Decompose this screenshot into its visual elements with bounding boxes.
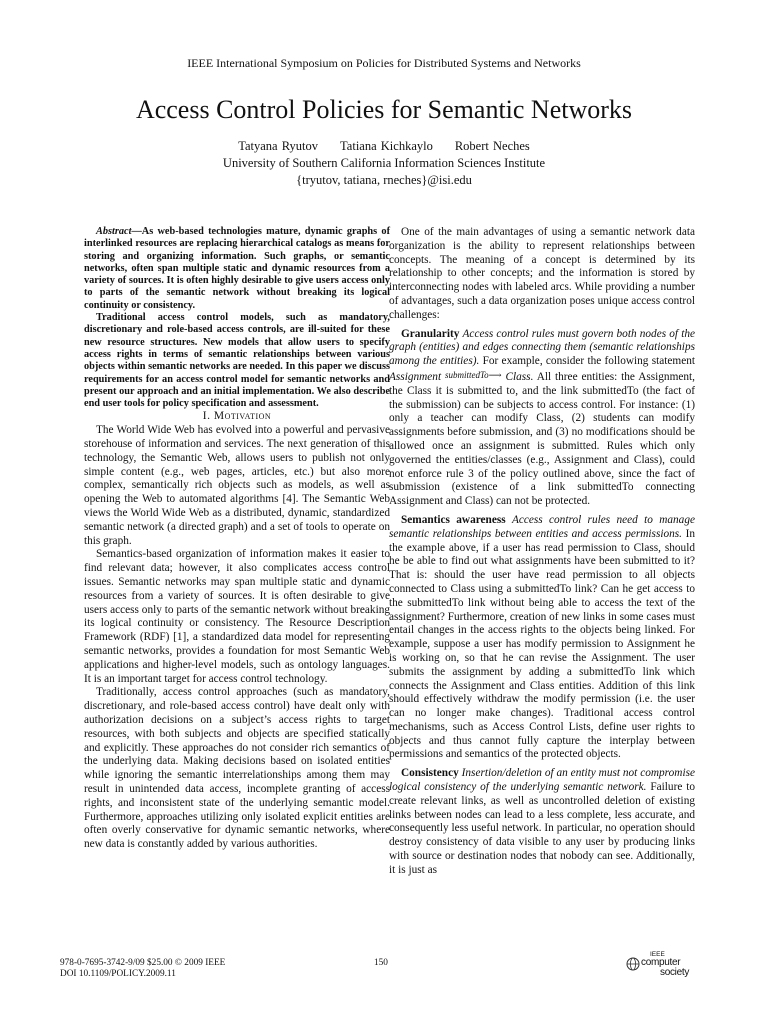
- page-number: 150: [374, 958, 388, 968]
- abstract-label: Abstract: [96, 226, 132, 237]
- author-emails: {tryutov, tatiana, rneches}@isi.edu: [296, 173, 472, 187]
- author-3: Robert Neches: [454, 139, 530, 153]
- affiliation: University of Southern California Information Sciences Institute: [222, 156, 546, 170]
- author-1: Tatyana Ryutov: [238, 139, 319, 153]
- section-heading-motivation: I. Motivation: [202, 410, 272, 423]
- ieee-computer-society-logo: [626, 951, 716, 977]
- semantics-rule: Access control rules need to manage semantic relationships between entities and access permissions.: [389, 513, 695, 540]
- math-arrow-label: submittedTo⟶: [444, 369, 502, 380]
- semantics-paragraph: [389, 514, 695, 762]
- granularity-heading: Granularity: [401, 327, 460, 340]
- consistency-rule: Insertion/deletion of an entity must not compromise logical consistency of the underlying semantic network.: [389, 767, 695, 794]
- footer-doi: DOI 10.1109/POLICY.2009.11: [60, 969, 176, 979]
- motivation-p1: The World Wide Web has evolved into a powerful and pervasive storehouse of information and services. The next generation of this technology, the Semantic Web, allows users to publish not only simple content (e.g., web pages, articles, etc.) but also more complex, semantically rich objects such as models, as well as opening the Web to automated algorithms [4]. The Semantic Web views the World Wide Web as a distributed, dynamic, standardized semantic network (a directed graph) and a set of tools to operate on this graph.: [84, 424, 390, 547]
- challenges-intro: One of the main advantages of using a semantic network data organization is the ability to represent relationships between concepts. The meaning of a concept is determined by its relationship to other concepts; and the information is stored by interconnecting nodes with labeled arcs. While providing a number of advantages, such a data organization poses unique access control challenges:: [389, 226, 695, 321]
- footer-publication-info: [60, 958, 225, 980]
- math-arrow-text: submittedTo: [444, 369, 489, 380]
- paper-title: Access Control Policies for Semantic Networks: [135, 95, 633, 124]
- abstract: Abstract—As web-based technologies mature, dynamic graphs of interlinked resources are replacing hierarchical catalogs as means for storing and organizing information. Such graphs, or semantic networks, often span multiple static and dynamic resources from a variety of sources. It is often highly desirable to give users access only to parts of the semantic network without breaking its logical continuity or consistency. Traditional access control models, such as mandatory, discretionary and role-based access controls, are ill-suited for these new resource structures. New models that allow users to specify access rights in terms of semantic relationships between various objects within semantic networks are needed. In this paper we discuss requirements for an access control model for semantic networks and present our approach and an initial implementation. We also describe end user tools for policy specification and assessment.: [84, 226, 390, 410]
- logo-ieee-text: IEEE: [650, 951, 665, 958]
- abstract-p2: Traditional access control models, such as mandatory, discretionary and role-based access controls, are ill-suited for these new resource structures. New models that allow users to specify access rights in terms of semantic relationships between various objects within semantic networks are needed. In this paper we discuss requirements for an access control model for semantic networks and present our approach and an initial implementation. We also describe end user tools for policy specification and assessment.: [84, 312, 390, 410]
- globe-icon: [626, 957, 640, 971]
- consistency-text: Failure to create relevant links, as well as uncontrolled deletion of existing links between nodes can lead to a less complete, less accurate, and consequently less useful network. In particular, no operation should destroy consistency of data visible to any user by producing links with source or destination nodes that nobody can see. Additionally, it is just as: [389, 781, 695, 876]
- right-column: [389, 226, 695, 878]
- granularity-text2: All three entities: the Assignment, the Class it is submitted to, and the link submittedTo (the fact of the submission) can be subjects to access control. For instance: (1) only a teacher can modify Class, (2) students can modify assignments before submission, and (3) no modifications should be allowed once an assignment is submitted. Rules which only governed the entities/classes (e.g., Assignment and Class), could not enforce rule 3 of the policy outlined above, since the fact of submission (existence of a link submittedTo connecting Assignment and Class) can not be protected.: [389, 370, 695, 508]
- semantics-heading: Semantics awareness: [401, 513, 506, 526]
- conference-name: IEEE International Symposium on Policies for Distributed Systems and Networks: [187, 56, 581, 70]
- math-class: Class.: [505, 370, 534, 383]
- logo-line-2: society: [660, 967, 690, 978]
- motivation-p3: Traditionally, access control approaches (such as mandatory, discretionary, and role-based access control) have dealt only with authorization decisions on a subject’s access rights to target resources, with both subjects and objects are specified statically and explicitly. These approaches do not consider rich semantics of the underlying data. Making decisions based on isolated entities while ignoring the semantic interrelationships among them may result in unintended data access, incomplete granting of access rights, and inconsistent state of the underlying semantic model. Furthermore, approaches utilizing only isolated explicit entities are often overly conservative for dynamic semantic networks, where new data is constantly added by various authorities.: [84, 686, 390, 851]
- footer-isbn: 978-0-7695-3742-9/09 $25.00 © 2009 IEEE: [60, 958, 226, 968]
- granularity-text1: For example, consider the following statement: [482, 355, 696, 368]
- granularity-paragraph: [389, 328, 695, 509]
- motivation-p2: Semantics-based organization of information makes it easier to find relevant data; however, it also complicates access control issues. Semantic networks may span multiple static and dynamic resources from a variety of sources. It is often desirable to give users access only to parts of the semantic network without breaking its logical continuity or consistency. The Resource Description Framework (RDF) [1], a standardized data model for representing semantic networks, provides a foundation for most Semantic Web applications and higher-level models, such as ontology languages. It is an important target for access control technology.: [84, 548, 390, 685]
- math-assignment: Assignment: [389, 370, 442, 383]
- granularity-rule: Access control rules must govern both nodes of the graph (entities) and edges connecting them (semantic relationships among the entities).: [389, 327, 695, 368]
- left-column: [84, 226, 390, 852]
- logo-line-1: computer: [641, 957, 681, 968]
- consistency-paragraph: [389, 767, 695, 877]
- author-list: [0, 139, 768, 154]
- consistency-heading: Consistency: [401, 767, 459, 780]
- abstract-p1: As web-based technologies mature, dynamic graphs of interlinked resources are replacing hierarchical catalogs as means for storing and organizing information. Such graphs, or semantic networks, often span multiple static and dynamic resources from a variety of sources. It is often highly desirable to give users access only to parts of the semantic network without breaking its logical continuity or consistency.: [84, 226, 390, 311]
- semantics-text: In the example above, if a user has read permission to Class, should he be able to find out what assignments have been submitted to it? That is: should the user have read permission to all objects connected to Class using a submittedTo link? Can he get access to the submittedTo link without being able to access the text of the assignment? Furthermore, creation of new links in some cases must entail changes in the access rights to the objects being linked. For example, suppose a user has modify permission to Assignment he is working on, so that he can revise the Assignment. The user submits the assignment by adding a submittedTo link which connects the Assignment and Class entities. Addition of this link should effectively withdraw the modify permission (i.e. the user can no longer make changes). Traditional access control mechanisms, such as Access Control Lists, define user rights to objects and thus cannot fully capture the interplay between permissions and semantics of the protected objects.: [389, 527, 696, 761]
- author-2: Tatiana Kichkaylo: [340, 139, 433, 153]
